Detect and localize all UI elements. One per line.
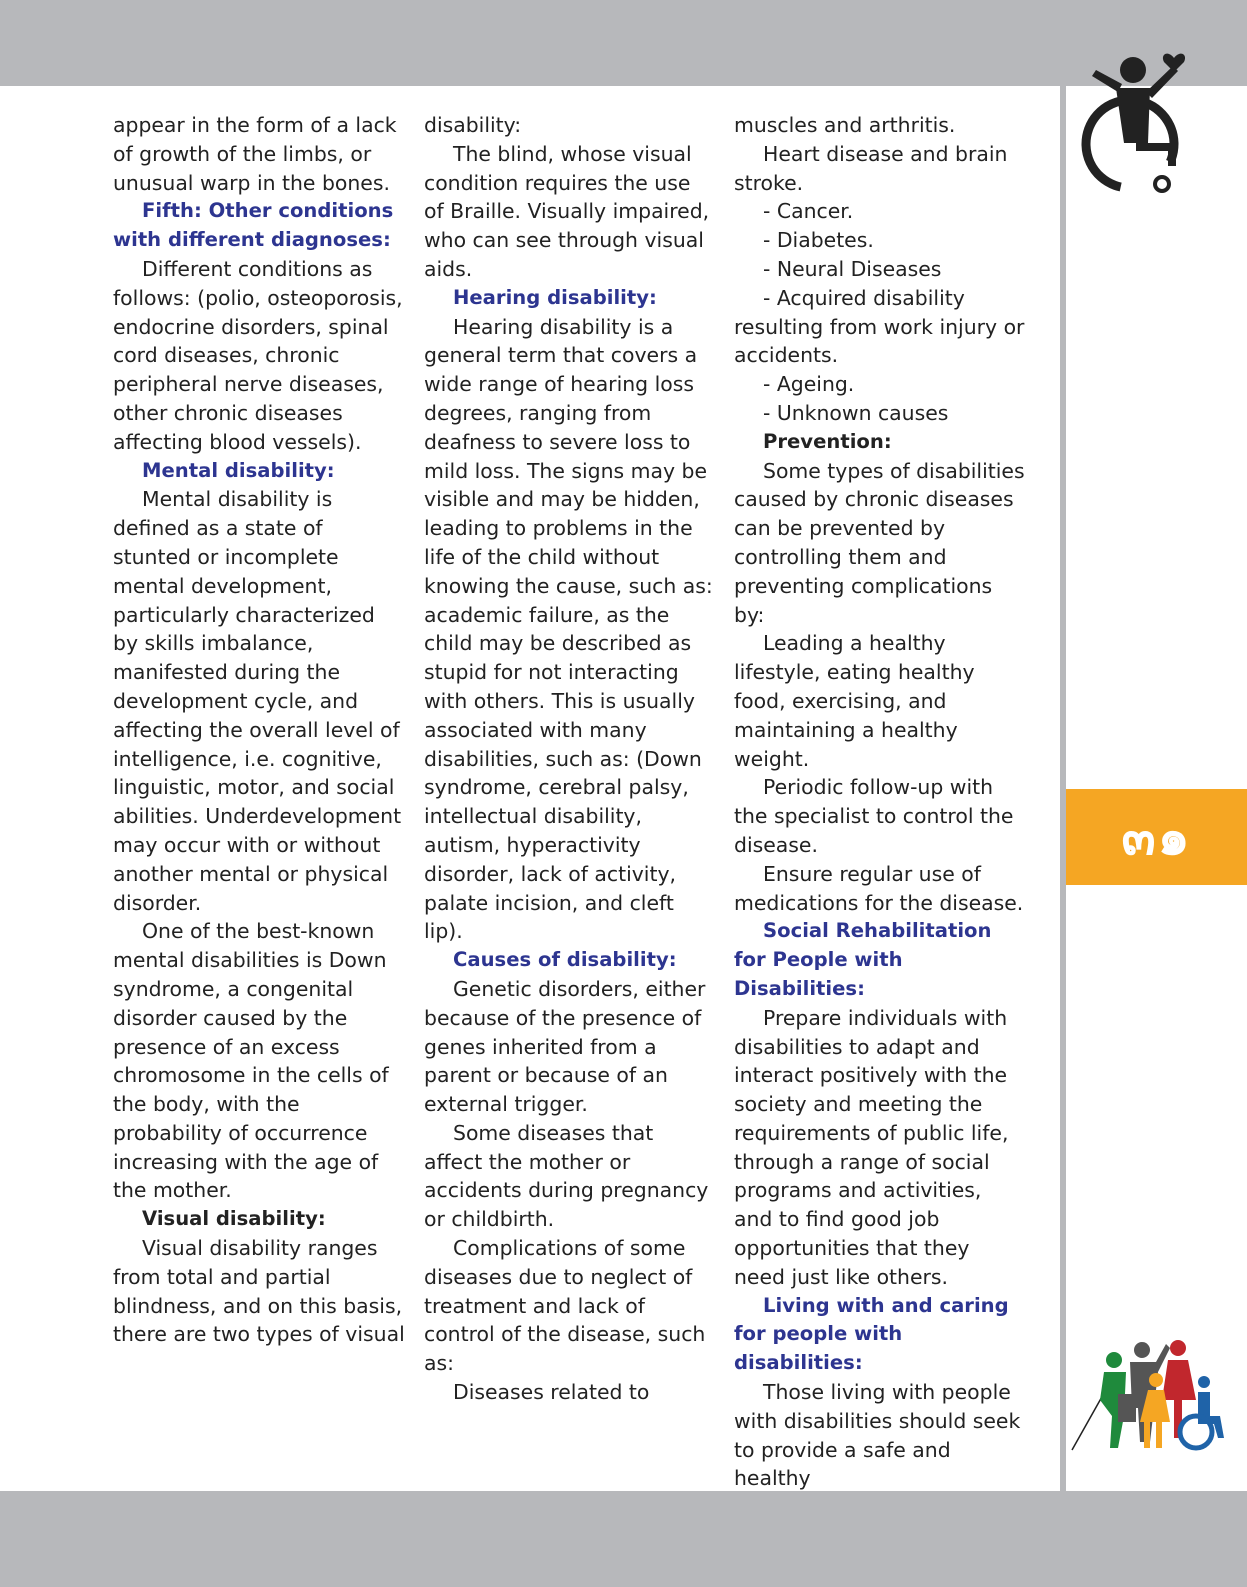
paragraph: Those living with people with disabilities should seek to provide a safe and healthy	[734, 1380, 1021, 1491]
list-item: - Neural Diseases	[763, 256, 942, 281]
section-heading: Mental disability:	[142, 458, 335, 482]
list-item: - Diabetes.	[763, 228, 874, 253]
paragraph: muscles and arthritis.	[734, 113, 956, 137]
paragraph: The blind, whose visual condition requires the use of Braille. Visually impaired, who can see through visual aids.	[424, 141, 710, 281]
wheelchair-user-icon	[1078, 48, 1204, 198]
paragraph: Leading a healthy lifestyle, eating healthy food, exercising, and maintaining a healthy weight.	[734, 631, 975, 771]
paragraph: Different conditions as follows: (polio, osteoporosis, endocrine disorders, spinal cord diseases, chronic peripheral nerve diseases, other chronic diseases affecting blood vessels).	[113, 256, 403, 454]
page-number: ๓๑	[1121, 806, 1192, 866]
paragraph: Periodic follow-up with the specialist to control the disease.	[734, 775, 1014, 857]
section-heading: Social Rehabilitation for People with Disabilities:	[734, 919, 992, 1000]
list-item: - Ageing.	[763, 372, 855, 397]
paragraph: Genetic disorders, either because of the presence of genes inherited from a parent or because of an external trigger.	[424, 976, 706, 1117]
section-heading: Causes of disability:	[453, 948, 677, 972]
paragraph: Heart disease and brain stroke.	[734, 141, 1008, 195]
paragraph: disability:	[424, 113, 522, 137]
header-band	[0, 0, 1247, 86]
text-column-1	[113, 111, 405, 1349]
people-group-icon	[1070, 1338, 1226, 1456]
text-column-2	[424, 111, 716, 1407]
paragraph: Some types of disabilities caused by chronic diseases can be prevented by controlling them and preventing complications by:	[734, 458, 1025, 627]
list-item: - Unknown causes	[763, 400, 949, 425]
text-column-3	[734, 111, 1026, 1493]
paragraph: One of the best-known mental disabilities is Down syndrome, a congenital disorder caused by the presence of an excess chromosome in the cells of the body, with the probability of occurrence increasing with the age of the mother.	[113, 919, 389, 1203]
section-heading: Prevention:	[763, 429, 892, 453]
page-number-tab	[1066, 789, 1247, 885]
paragraph: Hearing disability is a general term that covers a wide range of hearing loss degrees, ranging from deafness to severe loss to mild loss. The signs may be visible and may be hidden, leading to problems in the life of the child without knowing the cause, such as: academic failure, as the child may be described as stupid for not interacting with others. This is usually associated with many disabilities, such as: (Down syndrome, cerebral palsy, intellectual disability, autism, hyperactivity disorder, lack of activity, palate incision, and cleft lip).	[424, 314, 713, 944]
paragraph: Ensure regular use of medications for the disease.	[734, 861, 1024, 915]
list-item: - Acquired disability resulting from work injury or accidents.	[734, 285, 1025, 368]
paragraph: Complications of some diseases due to neglect of treatment and lack of control of the disease, such as:	[424, 1236, 706, 1376]
paragraph: Some diseases that affect the mother or accidents during pregnancy or childbirth.	[424, 1120, 709, 1232]
paragraph: Visual disability ranges from total and partial blindness, and on this basis, there are two types of visual	[113, 1236, 405, 1347]
paragraph: Diseases related to	[453, 1380, 650, 1405]
section-heading: Fifth: Other conditions with different diagnoses:	[113, 199, 394, 252]
list-item: - Cancer.	[763, 199, 854, 224]
section-heading: Living with and caring for people with disabilities:	[734, 1293, 1009, 1375]
paragraph: Mental disability is defined as a state of stunted or incomplete mental development, particularly characterized by skills imbalance, manifested during the development cycle, and affecting the overall level of intelligence, i.e. cognitive, linguistic, motor, and social abilities. Underdevelopment may occur with or without another mental or physical disorder.	[113, 487, 402, 915]
section-heading: Hearing disability:	[453, 285, 657, 309]
footer-band	[0, 1491, 1247, 1587]
section-heading: Visual disability:	[142, 1207, 326, 1231]
paragraph: Prepare individuals with disabilities to adapt and interact positively with the society and meeting the requirements of public life, through a range of social programs and activities, and to find good job opportunities that they need just like others.	[734, 1005, 1009, 1289]
paragraph: appear in the form of a lack of growth of the limbs, or unusual warp in the bones.	[113, 113, 397, 195]
